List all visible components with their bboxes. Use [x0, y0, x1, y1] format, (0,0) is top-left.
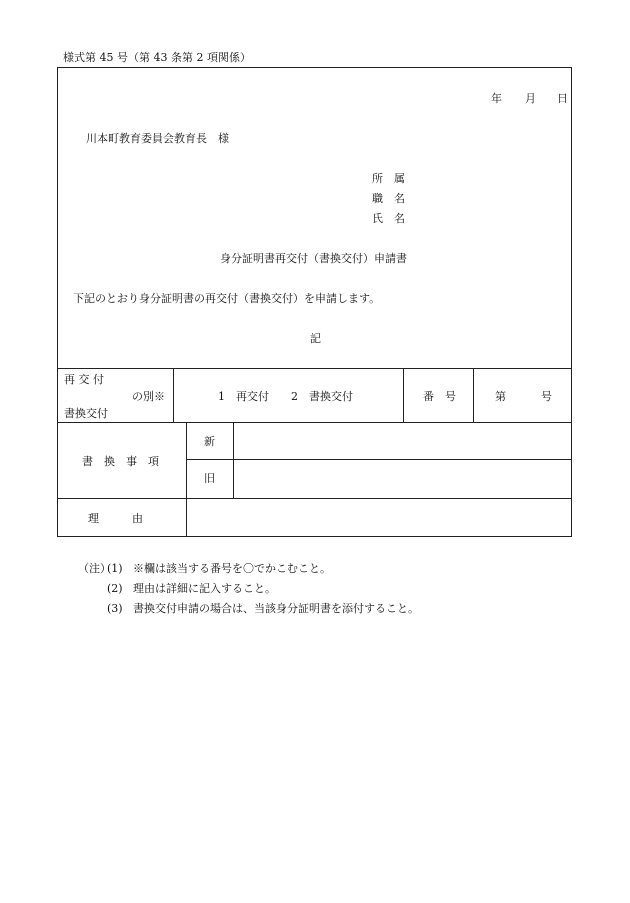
addressee: 川本町教育委員会教育長 様 [86, 132, 229, 145]
row-divider-1 [58, 422, 571, 423]
date-day-label: 日 [557, 92, 568, 105]
form-title: 身分証明書再交付（書換交付）申請書 [220, 252, 407, 265]
rewrite-label: 書 換 事 項 [82, 455, 159, 468]
new-old-divider [186, 459, 571, 460]
number-prefix: 第 [495, 390, 506, 403]
form-number: 様式第 45 号（第 43 条第 2 項関係） [63, 51, 251, 64]
old-label: 旧 [204, 472, 215, 485]
ki-mark: 記 [310, 332, 321, 345]
notes-prefix: （注） [78, 562, 111, 575]
reason-label: 理 由 [88, 512, 143, 525]
affiliation-label: 所 属 [372, 172, 405, 185]
table-top-line [58, 368, 571, 369]
new-old-col-divider [233, 422, 234, 498]
number-suffix: 号 [541, 390, 552, 403]
type-options[interactable]: 1 再交付 2 書換交付 [218, 390, 353, 403]
label-col-divider [186, 422, 187, 537]
note-3-text: 書換交付申請の場合は、当該身分証明書を添付すること。 [133, 602, 419, 615]
options-col-divider [403, 368, 404, 422]
date-year-label: 年 [491, 92, 502, 105]
type-label-line3: 書換交付 [64, 407, 108, 420]
note-1-num: (1) [107, 562, 123, 575]
reason-value-field[interactable] [198, 513, 558, 527]
number-col-divider [473, 368, 474, 422]
number-label: 番 号 [423, 390, 456, 403]
type-label-line2: の別※ [132, 390, 165, 403]
note-1-text: ※欄は該当する番号を〇でかこむこと。 [133, 562, 331, 575]
application-form [57, 67, 572, 537]
note-2-num: (2) [107, 582, 123, 595]
type-col-divider [173, 368, 174, 422]
type-label-line1: 再 交 付 [64, 373, 104, 386]
old-value-field[interactable] [240, 473, 560, 487]
new-label: 新 [204, 435, 215, 448]
new-value-field[interactable] [240, 436, 560, 450]
name-label: 氏 名 [372, 212, 405, 225]
statement: 下記のとおり身分証明書の再交付（書換交付）を申請します。 [73, 292, 381, 305]
note-3-num: (3) [107, 602, 123, 615]
date-month-label: 月 [525, 92, 536, 105]
row-divider-2 [58, 498, 571, 499]
position-label: 職 名 [372, 192, 405, 205]
note-2-text: 理由は詳細に記入すること。 [133, 582, 276, 595]
